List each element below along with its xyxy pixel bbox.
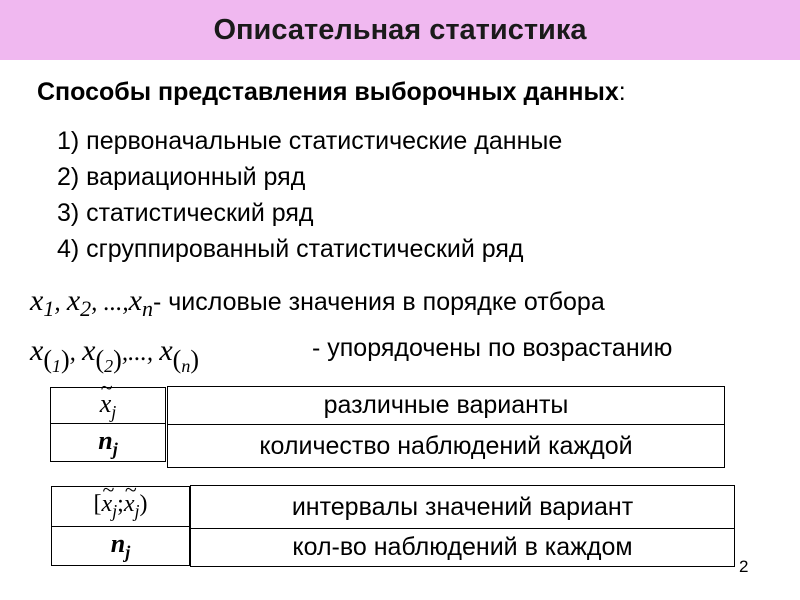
section-heading-colon: : — [618, 78, 626, 106]
n-symbol: n — [110, 529, 126, 558]
section-heading — [37, 78, 626, 107]
page-number: 2 — [739, 557, 749, 576]
ordered-sequence-description: - упорядочены по возрастанию — [312, 334, 673, 362]
table1-description-row2: количество наблюдений каждой — [259, 431, 633, 460]
n-symbol: n — [98, 425, 113, 455]
raw-sequence-description: - числовые значения в порядке отбора — [152, 288, 605, 316]
table2-symbol-row1: [~ $x_j;\sim$ $x_j$) — [52, 487, 189, 527]
table2-symbol-box — [51, 486, 190, 566]
table1-symbol-row1: ~ $x_j$ — [51, 388, 165, 424]
list-item: 3) статистический ряд — [57, 199, 314, 227]
x-tilde-symbol: ~ x — [100, 389, 112, 419]
list-item: 1) первоначальные статистические данные — [57, 127, 563, 155]
title-bar — [0, 0, 800, 60]
page-title: Описательная статистика — [213, 13, 587, 46]
table1-symbol-row2: $n_j$ — [98, 425, 118, 459]
list-item: 4) сгруппированный статистический ряд — [57, 235, 524, 263]
list-item: 2) вариационный ряд — [57, 163, 306, 191]
raw-sequence-formula: $x_1$, $x_2$, $...,x_n$ — [30, 284, 153, 321]
raw-sequence-row — [30, 284, 605, 322]
table1-description-box — [167, 386, 725, 468]
table2-description-row1: интервалы значений вариант — [191, 486, 734, 529]
table1-description-row1: различные варианты — [168, 387, 724, 425]
ordered-sequence-formula: $x(_1)$, $x(_2)$,..., $x(_n)$ — [30, 334, 200, 376]
section-heading-text: Способы представления выборочных данных — [37, 78, 619, 106]
table2-description-row2: кол-во наблюдений в каждом — [292, 533, 633, 561]
table1-symbol-box — [50, 387, 166, 462]
ordered-sequence-row — [30, 334, 673, 377]
table2-description-box — [190, 485, 735, 567]
methods-list — [57, 126, 562, 270]
table2-symbol-row2: $n_j$ — [110, 529, 131, 562]
